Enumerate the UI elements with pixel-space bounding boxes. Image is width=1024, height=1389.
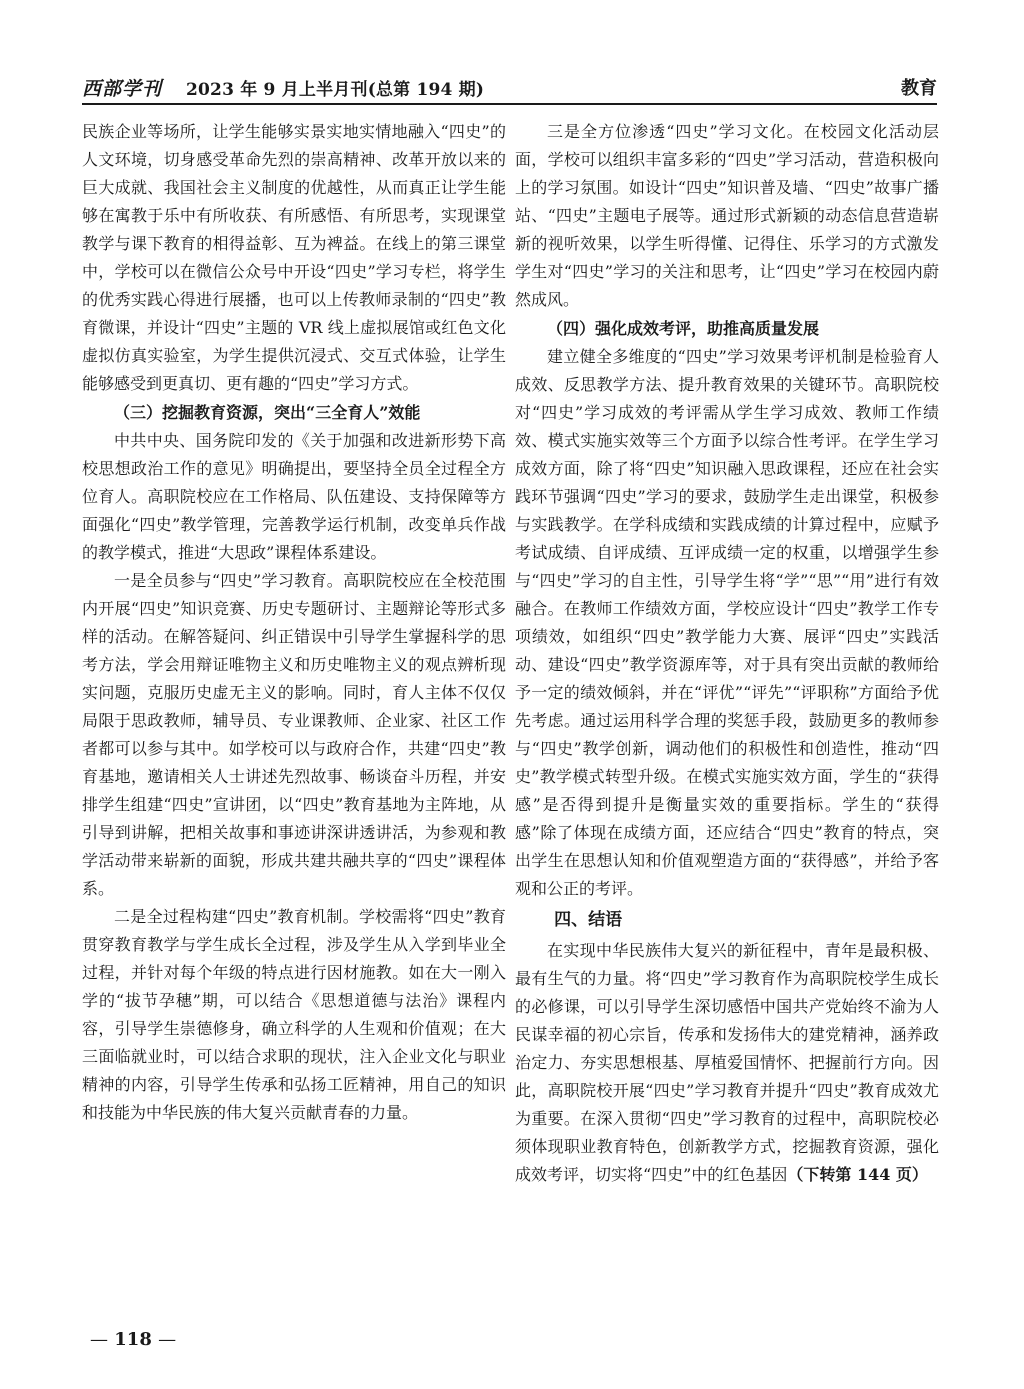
paragraph: 民族企业等场所，让学生能够实景实地实情地融入“四史”的人文环境，切身感受革命先烈的崇高精神、改革开放以来的巨大成就、我国社会主义制度的优越性，从而真正让学生能够在寓教于乐中有所收获、有所感悟、有所思考，实现课堂教学与课下教育的相得益彰、互为裨益。在线上的第三课堂中，学校可以在微信公众号中开设“四史”学习专栏，将学生的优秀实践心得进行展播，也可以上传教师录制的“四史”教育微课，并设计“四史”主题的 VR 线上虚拟展馆或红色文化虚拟仿真实验室，为学生提供沉浸式、交互式体验，让学生能够感受到更真切、更有趣的“四史”学习方式。 — [82, 122, 506, 393]
section-heading: （四）强化成效考评，助推高质量发展 — [547, 319, 820, 338]
folio-dash-left: — — [90, 1329, 108, 1350]
paragraph-text: 在实现中华民族伟大复兴的新征程中，青年是最积极、最有生气的力量。将“四史”学习教育作为高职院校学生成长的必修课，可以引导学生深切感悟中国共产党始终不渝为人民谋幸福的初心宗旨，传承和发扬伟大的建党精神，涵养政治定力、夯实思想根基、厚植爱国情怀、把握前行方向。因此，高职院校开展“四史”学习教育并提升“四史”教育成效尤为重要。在深入贯彻“四史”学习教育的过程中，高职院校必须体现职业教育特色，创新教学方式，挖掘教育资源，强化成效考评，切实将“四史”中的红色基因 — [515, 941, 939, 1184]
left-column — [82, 118, 506, 1127]
paragraph: 三是全方位渗透“四史”学习文化。在校园文化活动层面，学校可以组织丰富多彩的“四史”学习活动，营造积极向上的学习氛围。如设计“四史”知识普及墙、“四史”故事广播站、“四史”主题电子展等。通过形式新颖的动态信息营造崭新的视听效果，以学生听得懂、记得住、乐学习的方式激发学生对“四史”学习的关注和思考，让“四史”学习在校园内蔚然成风。 — [515, 122, 939, 309]
header-rule — [82, 103, 937, 105]
paragraph: 建立健全多维度的“四史”学习效果考评机制是检验育人成效、反思教学方法、提升教育效果的关键环节。高职院校对“四史”学习成效的考评需从学生学习成效、教师工作绩效、模式实施实效等三个方面予以综合性考评。在学生学习成效方面，除了将“四史”知识融入思政课程，还应在社会实践环节强调“四史”学习的要求，鼓励学生走出课堂，积极参与实践教学。在学科成绩和实践成绩的计算过程中，应赋予考试成绩、自评成绩、互评成绩一定的权重，以增强学生参与“四史”学习的自主性，引导学生将“学”“思”“用”进行有效融合。在教师工作绩效方面，学校应设计“四史”教学工作专项绩效，如组织“四史”教学能力大赛、展评“四史”实践活动、建设“四史”教学资源库等，对于具有突出贡献的教师给予一定的绩效倾斜，并在“评优”“评先”“评职称”方面给予优先考虑。通过运用科学合理的奖惩手段，鼓励更多的教师参与“四史”教学创新，调动他们的积极性和创造性，推动“四史”教学模式转型升级。在模式实施实效方面，学生的“获得感”是否得到提升是衡量实效的重要指标。学生的“获得感”除了体现在成绩方面，还应结合“四史”教育的特点，突出学生在思想认知和价值观塑造方面的“获得感”，并给予客观和公正的考评。 — [515, 347, 939, 898]
paragraph — [515, 937, 939, 1189]
page-header — [82, 74, 937, 98]
paragraph: 二是全过程构建“四史”教育机制。学校需将“四史”教育贯穿教育教学与学生成长全过程，涉及学生从入学到毕业全过程，并针对每个年级的特点进行因材施教。如在大一刚入学的“拔节孕穗”期，可以结合《思想道德与法治》课程内容，引导学生崇德修身，确立科学的人生观和价值观；在大三面临就业时，可以结合求职的现状，注入企业文化与职业精神的内容，引导学生传承和弘扬工匠精神，用自己的知识和技能为中华民族的伟大复兴贡献青春的力量。 — [82, 907, 506, 1122]
issue-info: 2023 年 9 月上半月刊(总第 194 期) — [186, 80, 485, 100]
page-number: 118 — [114, 1329, 152, 1350]
page-number-footer — [90, 1329, 176, 1350]
folio-dash-right: — — [158, 1329, 177, 1350]
journal-logo: 西部学刊 — [82, 78, 163, 100]
paragraph: 中共中央、国务院印发的《关于加强和改进新形势下高校思想政治工作的意见》明确提出，要坚持全员全过程全方位育人。高职院校应在工作格局、队伍建设、支持保障等方面强化“四史”教学管理，完善教学运行机制，改变单兵作战的教学模式，推进“大思政”课程体系建设。 — [82, 431, 506, 562]
paragraph: 一是全员参与“四史”学习教育。高职院校应在全校范围内开展“四史”知识竞赛、历史专题研讨、主题辩论等形式多样的活动。在解答疑问、纠正错误中引导学生掌握科学的思考方法，学会用辩证唯物主义和历史唯物主义的观点辨析现实问题，克服历史虚无主义的影响。同时，育人主体不仅仅局限于思政教师，辅导员、专业课教师、企业家、社区工作者都可以参与其中。如学校可以与政府合作，共建“四史”教育基地，邀请相关人士讲述先烈故事、畅谈奋斗历程，并安排学生组建“四史”宣讲团，以“四史”教育基地为主阵地，从引导到讲解，把相关故事和事迹讲深讲透讲活，为参观和教学活动带来崭新的面貌，形成共建共融共享的“四史”课程体系。 — [82, 571, 506, 898]
continuation-note: （下转第 144 页） — [787, 1165, 928, 1184]
section-heading: （三）挖掘教育资源，突出“三全育人”效能 — [114, 403, 421, 422]
conclusion-heading: 四、结语 — [554, 910, 623, 930]
section-title: 教育 — [901, 78, 937, 99]
right-column — [515, 118, 939, 1189]
